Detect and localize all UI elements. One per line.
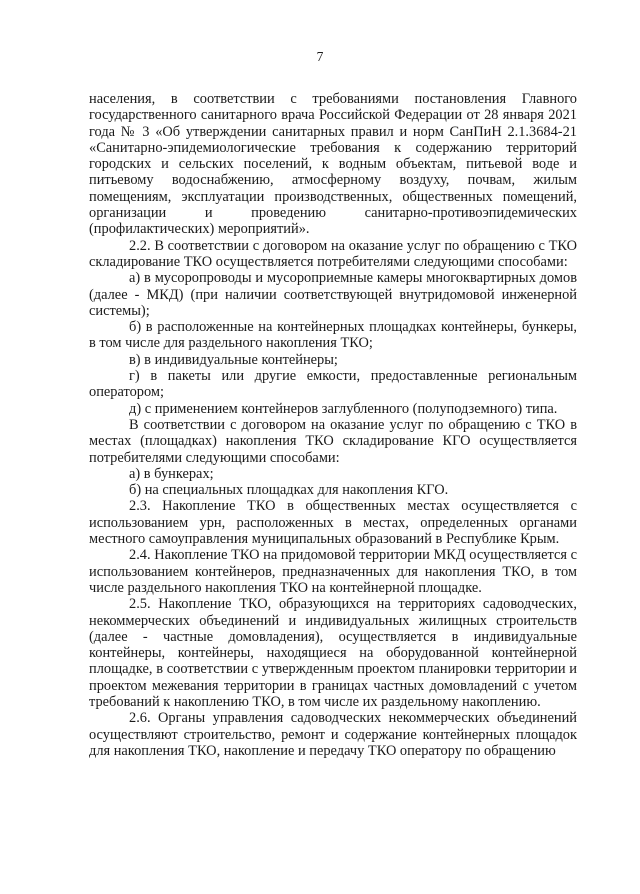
paragraph-2-4: 2.4. Накопление ТКО на придомовой территории МКД осуществляется с использованием контейнеров, предназначенных для накопления ТКО, в том числе раздельного накопления ТКО на контейнерной площадке.: [89, 547, 577, 596]
paragraph-2-3: 2.3. Накопление ТКО в общественных местах осуществляется с использованием урн, расположенных в местах, определенных органами местного самоуправления муниципальных образований в Республике Крым.: [89, 498, 577, 548]
list-item-d: д) с применением контейнеров заглубленного (полуподземного) типа.: [129, 400, 558, 417]
page-number: 7: [316, 49, 324, 64]
paragraph-2-5: 2.5. Накопление ТКО, образующихся на территориях садоводческих, некоммерческих объединений и индивидуальных жилищных строительств (далее - частные домовладения), осуществляется в индивидуальные контейнеры, контейнеры, находящиеся на оборудованной контейнерной площадке, в соответствии с утвержденным проектом планировки территории и проектом межевания территории в границах частных домовладений с учетом требований к накоплению ТКО, в том числе их раздельному накоплению.: [89, 596, 577, 710]
document-body: [89, 91, 577, 759]
kgo-list-item-a: а) в бункерах;: [129, 465, 214, 482]
list-item-a: а) в мусоропроводы и мусороприемные камеры многоквартирных домов (далее - МКД) (при наличии соответствующей внутридомовой инженерной системы);: [89, 270, 577, 319]
kgo-list-item-b: б) на специальных площадках для накопления КГО.: [129, 482, 449, 499]
list-item-v: в) в индивидуальные контейнеры;: [129, 351, 338, 368]
paragraph-intro-continuation: населения, в соответствии с требованиями постановления Главного государственного санитарного врача Российской Федерации от 28 января 2021 года № 3 «Об утверждении санитарных правил и норм СанПиН 2.1.3684-21 «Санитарно-эпидемиологические требования к содержанию территорий городских и сельских поселений, к водным объектам, питьевой воде и питьевому водоснабжению, атмосферному воздуху, почвам, жилым помещениям, эксплуатации производственных, общественных помещений, организации и проведению санитарно-противоэпидемических (профилактических) мероприятий».: [89, 91, 577, 238]
list-item-g: г) в пакеты или другие емкости, предоставленные региональным оператором;: [89, 368, 577, 401]
paragraph-2-2: 2.2. В соответствии с договором на оказание услуг по обращению с ТКО складирование ТКО осуществляется потребителями следующими способами:: [89, 237, 577, 270]
paragraph-kgo: В соответствии с договором на оказание услуг по обращению с ТКО в местах (площадках) накопления ТКО складирование КГО осуществляется потребителями следующими способами:: [89, 416, 577, 466]
paragraph-2-6: 2.6. Органы управления садоводческих некоммерческих объединений осуществляют строительство, ремонт и содержание контейнерных площадок для накопления ТКО, накопление и передачу ТКО оператору по обращению: [89, 710, 577, 759]
list-item-b: б) в расположенные на контейнерных площадках контейнеры, бункеры, в том числе для раздельного накопления ТКО;: [89, 319, 577, 352]
